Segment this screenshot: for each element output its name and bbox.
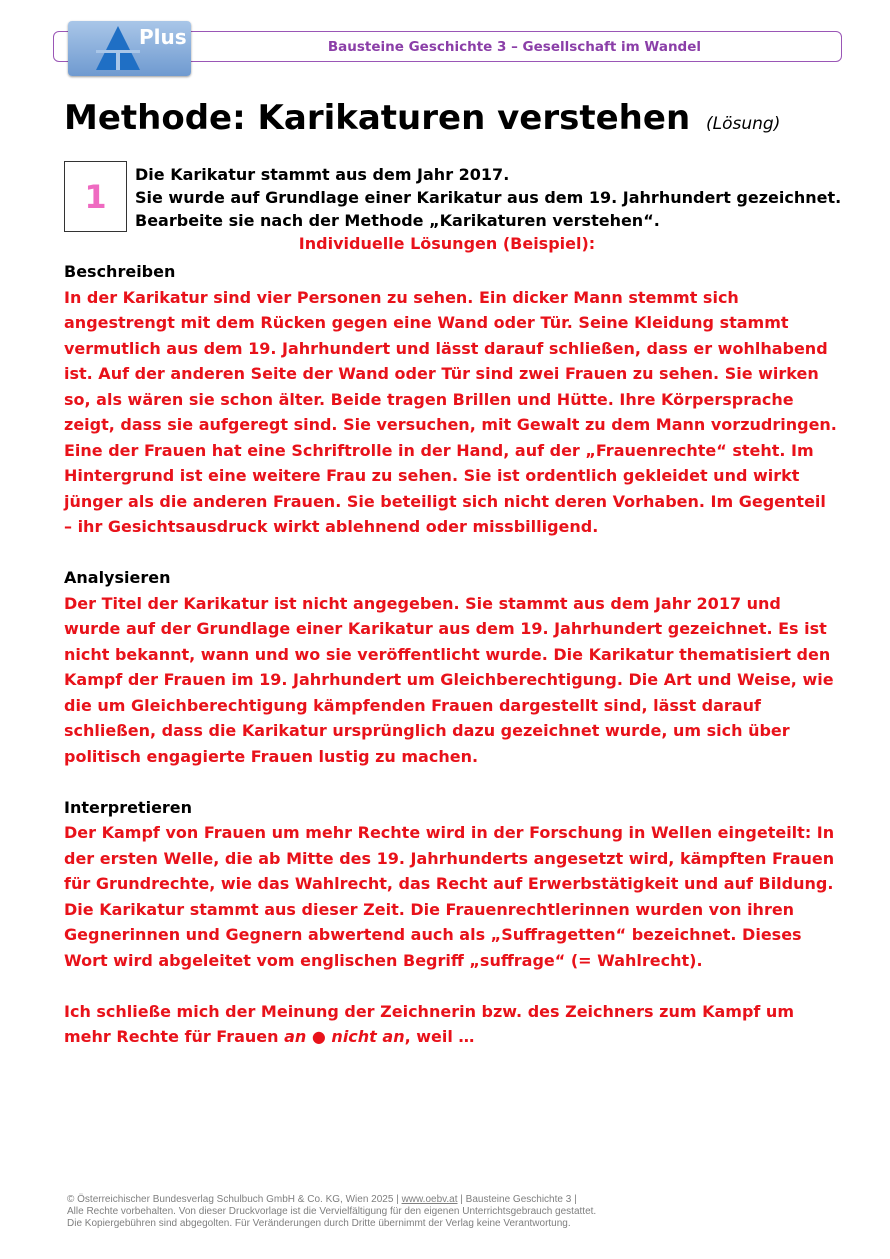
conclusion-bullet: ● [311,1027,326,1046]
page-title-sub: (Lösung) [706,114,781,134]
page-title [64,98,780,138]
footer-series: | Bausteine Geschichte 3 | [460,1194,577,1205]
copyright-footer [67,1194,596,1230]
publisher-logo [68,21,191,76]
footer-fees: Die Kopiergebühren sind abgegolten. Für Veränderungen durch Dritte übernimmt der Verlag keine Verantwortung. [67,1218,571,1229]
task-instructions [135,163,855,232]
solution-label: Individuelle Lösungen (Beispiel): [298,234,596,253]
conclusion-option-an: an [284,1027,307,1046]
page-title-main: Methode: Karikaturen verstehen [64,98,691,138]
conclusion-tail: , weil … [404,1027,475,1046]
footer-copyright: © Österreichischer Bundesverlag Schulbuch GmbH & Co. KG, Wien 2025 | [67,1194,399,1205]
section-heading-beschreiben: Beschreiben [64,262,176,281]
solution-content [64,259,839,1050]
section-text-interpretieren: Der Kampf von Frauen um mehr Rechte wird in der Forschung in Wellen eingeteilt: In der ersten Welle, die ab Mitte des 19. Jahrhunderts angesetzt wird, kämpften Frauen für Grundrechte, wie das Wahlrecht, das Recht auf Erwerbstätigkeit und auf Bildung. Die Karikatur stammt aus dieser Zeit. Die Frauenrechtlerinnen wurden von ihren Gegnerinnen und Gegnern abwertend auch als „Suffragetten“ bezeichnet. Dieses Wort wird abgeleitet vom englischen Begriff „suffrage“ (= Wahlrecht). [64,823,835,970]
triangle-logo-icon [94,24,142,72]
task-number: 1 [64,161,127,232]
section-text-analysieren: Der Titel der Karikatur ist nicht angegeben. Sie stammt aus dem Jahr 2017 und wurde auf der Grundlage einer Karikatur aus dem 19. Jahrhundert gezeichnet. Es ist nicht bekannt, wann und wo sie veröffentlicht wurde. Die Karikatur thematisiert den Kampf der Frauen im 19. Jahrhundert um Gleichberechtigung. Die Art und Weise, wie die um Gleichberechtigung kämpfenden Frauen dargestellt sind, lässt darauf schließen, dass die Karikatur ursprünglich dazu gezeichnet wurde, um sich über politisch engagierte Frauen lustig zu machen. [64,593,834,766]
conclusion-lead: Ich schließe mich der Meinung der Zeichnerin bzw. des Zeichners zum Kampf um mehr Rechte für Frauen [64,1001,794,1046]
task-line: Sie wurde auf Grundlage einer Karikatur aus dem 19. Jahrhundert gezeichnet. [135,188,842,207]
logo-plus-text: Plus [139,25,187,49]
conclusion-text [64,999,839,1050]
footer-rights: Alle Rechte vorbehalten. Von dieser Druckvorlage ist die Vervielfältigung für den eigenen Unterrichtsgebrauch gestattet. [67,1206,597,1217]
task-line: Bearbeite sie nach der Methode „Karikaturen verstehen“. [135,211,660,230]
section-text-beschreiben: In der Karikatur sind vier Personen zu sehen. Ein dicker Mann stemmt sich angestrengt mit dem Rücken gegen eine Wand oder Tür. Seine Kleidung stammt vermutlich aus dem 19. Jahrhundert und lässt darauf schließen, dass er wohlhabend ist. Auf der anderen Seite der Wand oder Tür sind zwei Frauen zu sehen. Sie wirken so, als wären sie schon älter. Beide tragen Brillen und Hütte. Ihre Körpersprache zeigt, dass sie aufgeregt sind. Sie versuchen, mit Gewalt zu dem Mann vorzudringen. Eine der Frauen hat eine Schriftrolle in der Hand, auf der „Frauenrechte“ steht. Im Hintergrund ist eine weitere Frau zu sehen. Sie ist ordentlich gekleidet und wirkt jünger als die anderen Frauen. Sie beteiligt sich nicht deren Vorhaben. Im Gegenteil – ihr Gesichtsausdruck wirkt ablehnend oder missbilligend. [64,287,837,536]
section-heading-analysieren: Analysieren [64,568,171,587]
series-title: Bausteine Geschichte 3 – Gesellschaft im Wandel [327,39,701,55]
section-heading-interpretieren: Interpretieren [64,797,193,817]
conclusion-option-nicht-an: nicht an [331,1027,405,1046]
footer-link[interactable]: www.oebv.at [401,1194,458,1205]
task-line: Die Karikatur stammt aus dem Jahr 2017. [135,165,510,184]
